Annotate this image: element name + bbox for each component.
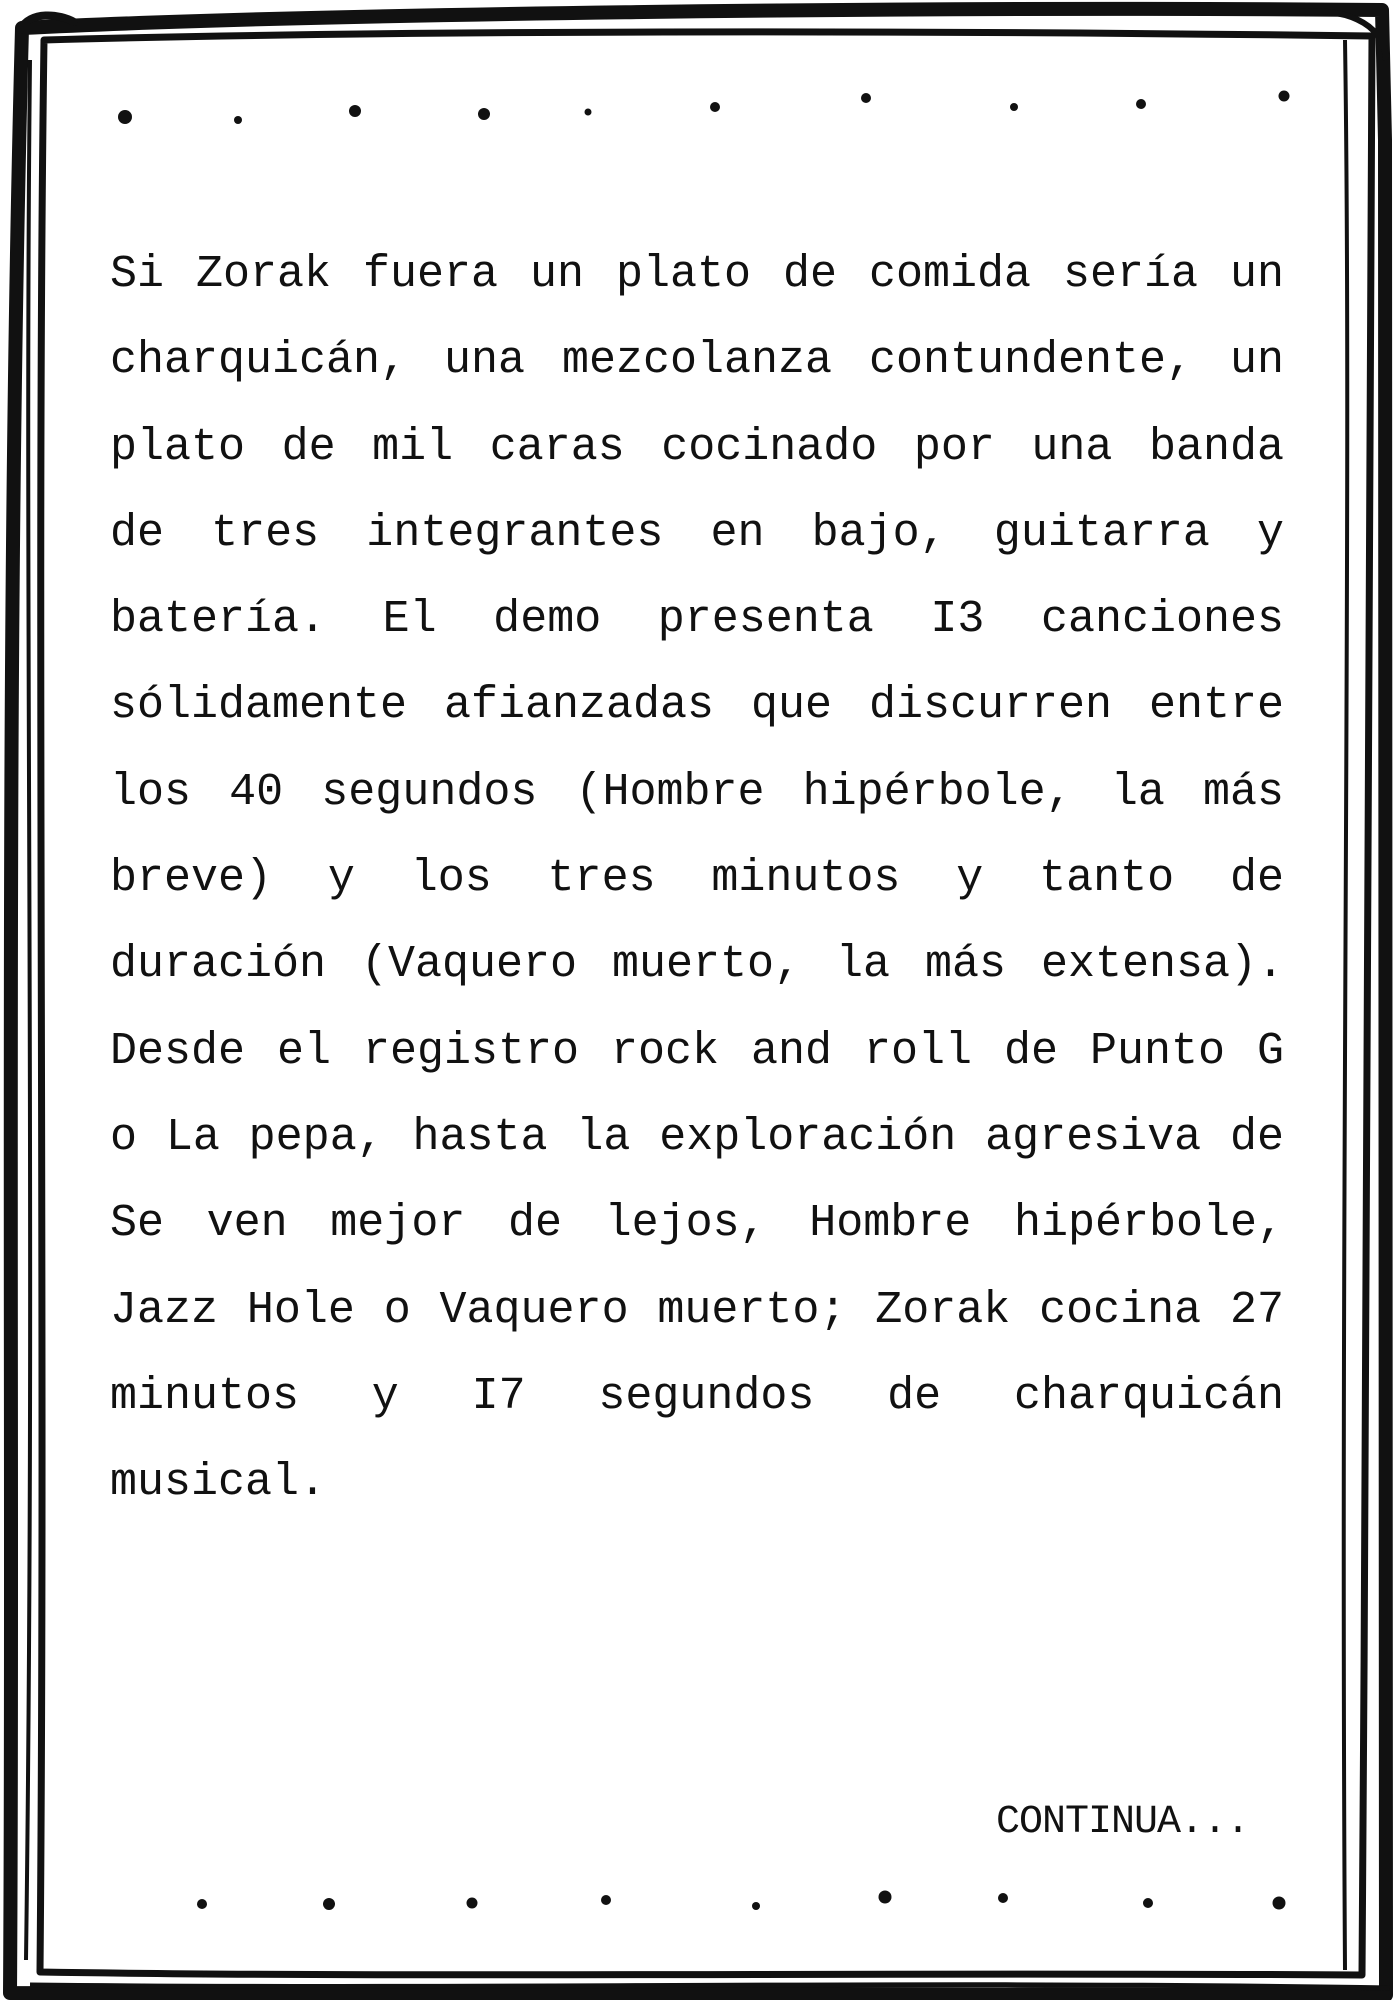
- dot: [879, 1891, 892, 1904]
- dot: [1273, 1897, 1286, 1910]
- dot: [752, 1902, 760, 1910]
- dot: [1143, 1898, 1153, 1908]
- dot: [1136, 99, 1146, 109]
- dot: [478, 108, 490, 120]
- dot: [234, 116, 242, 124]
- dot: [1010, 103, 1018, 111]
- continue-label: CONTINUA...: [995, 1800, 1249, 1845]
- dot: [998, 1893, 1008, 1903]
- bottom-dot-row: [197, 1891, 1286, 1911]
- frame-right-extra-line: [1344, 40, 1348, 1970]
- top-dot-row: [118, 91, 1290, 125]
- dot: [1279, 91, 1290, 102]
- review-paragraph: Si Zorak fuera un plato de comida sería un charquicán, una mezcolanza contundente, un plato de mil caras cocinado por una banda de tres integrantes en bajo, guitarra y batería. El demo presenta I3 canciones sólidamente afianzadas que discurren entre los 40 segundos (Hombre hipérbole, la más breve) y los tres minutos y tanto de duración (Vaquero muerto, la más extensa). Desde el registro rock and roll de Punto G o La pepa, hasta la exploración agresiva de Se ven mejor de lejos, Hombre hipérbole, Jazz Hole o Vaquero muerto; Zorak cocina 27 minutos y I7 segundos de charquicán musical.: [110, 249, 1284, 1509]
- dot: [118, 110, 132, 124]
- dot: [585, 109, 592, 116]
- frame-bottom-extra-line: [30, 1985, 1390, 1988]
- dot: [349, 105, 361, 117]
- dot: [467, 1898, 478, 1909]
- dot: [601, 1895, 611, 1905]
- dot: [861, 93, 871, 103]
- dot: [323, 1898, 335, 1910]
- frame-left-extra-line: [26, 60, 30, 1960]
- dot: [197, 1899, 207, 1909]
- dot: [710, 102, 720, 112]
